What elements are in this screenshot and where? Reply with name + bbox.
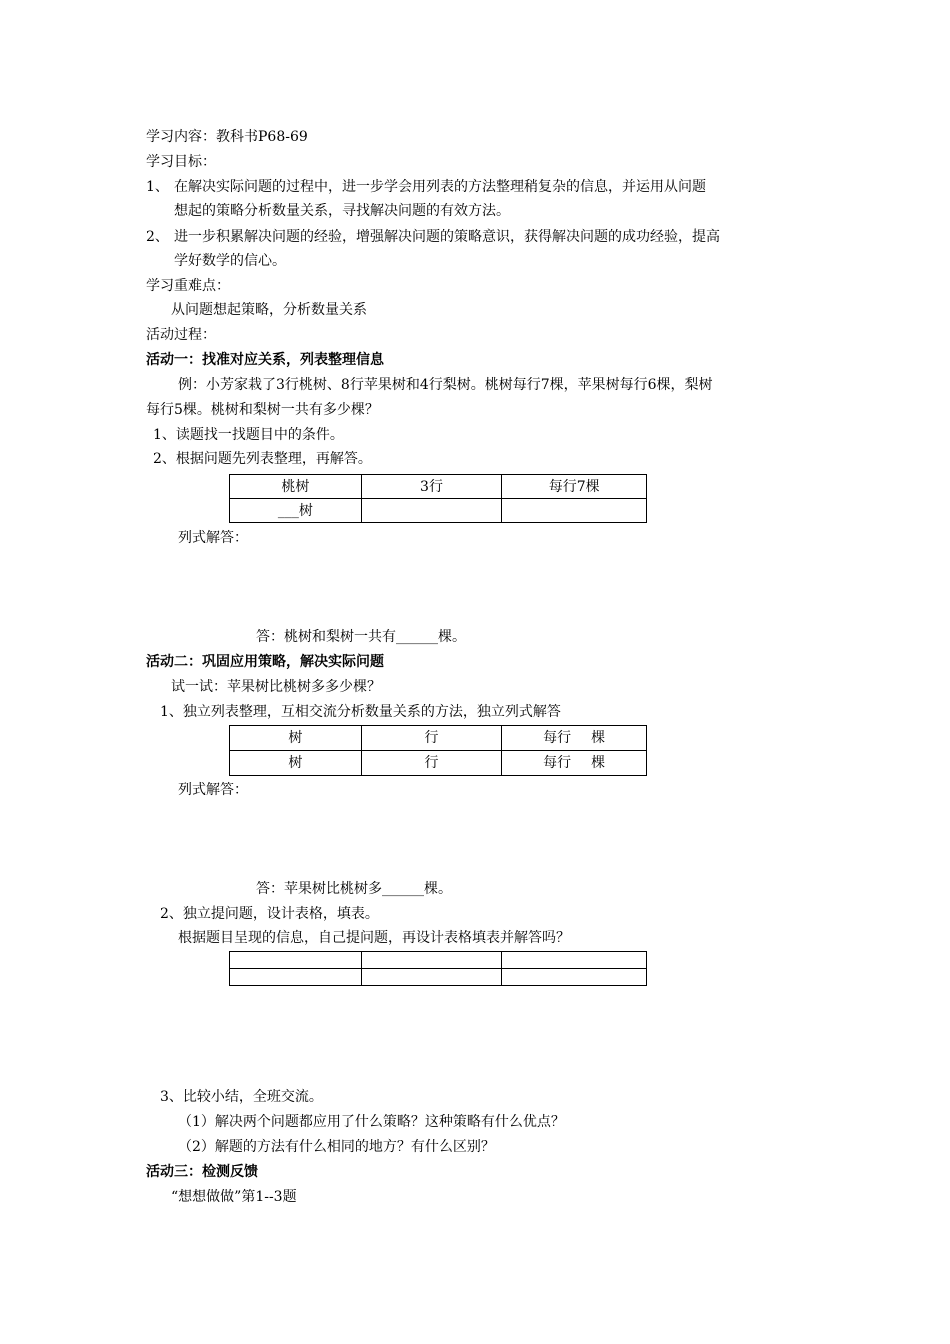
table-cell (230, 969, 362, 986)
activity1-answer: 答：桃树和梨树一共有______棵。 (256, 629, 466, 645)
activity2-formula-label: 列式解答： (178, 782, 248, 798)
activity2-step2-desc: 根据题目呈现的信息，自己提问题，再设计表格填表并解答吗？ (178, 930, 570, 946)
blank-design-table (229, 951, 647, 986)
activity1-table (229, 474, 647, 523)
activity1-step2: 2、根据问题先列表整理，再解答。 (153, 451, 372, 467)
activity1-example-line2: 每行5棵。桃树和梨树一共有多少棵？ (146, 402, 379, 418)
table-cell: 桃树 (230, 475, 362, 499)
table-cell (230, 952, 362, 969)
key-points-heading: 学习重难点： (146, 278, 230, 294)
objective-2-line2: 学好数学的信心。 (174, 253, 286, 269)
activity2-title: 活动二：巩固应用策略，解决实际问题 (146, 654, 384, 670)
table-cell: 树 (230, 751, 362, 776)
activity3-title: 活动三：检测反馈 (146, 1164, 258, 1180)
activity2-step1: 1、独立列表整理，互相交流分析数量关系的方法，独立列式解答 (160, 704, 561, 720)
table-cell (361, 969, 502, 986)
activity2-answer: 答：苹果树比桃树多______棵。 (256, 881, 452, 897)
table-cell (502, 499, 647, 523)
activity1-step1: 1、读题找一找题目中的条件。 (153, 427, 344, 443)
objective-2-number: 2、 (146, 229, 169, 245)
activity1-formula-label: 列式解答： (178, 530, 248, 546)
table-cell-text: 每行 (543, 755, 572, 771)
table-cell: 3行 (361, 475, 502, 499)
activity1-title: 活动一：找准对应关系，列表整理信息 (146, 352, 384, 368)
activity2-question2: （2）解题的方法有什么相同的地方？有什么区别？ (178, 1139, 495, 1155)
table-cell (502, 952, 647, 969)
table-cell (361, 499, 502, 523)
activity2-step2: 2、独立提问题，设计表格，填表。 (160, 906, 379, 922)
table-cell (502, 726, 647, 751)
table-cell-text: 棵 (591, 730, 606, 746)
objective-1-number: 1、 (146, 179, 169, 195)
table-row (230, 952, 647, 969)
table-cell: 行 (361, 751, 502, 776)
table-row (230, 726, 647, 751)
table-cell: 每行7棵 (502, 475, 647, 499)
activity2-question1: （1）解决两个问题都应用了什么策略？这种策略有什么优点？ (178, 1114, 565, 1130)
table-cell (361, 952, 502, 969)
table-cell (502, 969, 647, 986)
table-row (230, 499, 647, 523)
table-row (230, 751, 647, 776)
activity3-text: “想想做做”第1--3题 (171, 1189, 297, 1205)
activity1-example-line1: 例：小芳家栽了3行桃树、8行苹果树和4行梨树。桃树每行7棵，苹果树每行6棵，梨树 (178, 377, 713, 393)
key-points-text: 从问题想起策略，分析数量关系 (171, 302, 367, 318)
table-cell (502, 751, 647, 776)
activity2-try: 试一试：苹果树比桃树多多少棵？ (171, 679, 381, 695)
table-row (230, 969, 647, 986)
activity2-step3: 3、比较小结，全班交流。 (160, 1089, 323, 1105)
objective-2-line1: 进一步积累解决问题的经验，增强解决问题的策略意识，获得解决问题的成功经验，提高 (174, 229, 720, 245)
objective-1-line1: 在解决实际问题的过程中，进一步学会用列表的方法整理稍复杂的信息，并运用从问题 (174, 179, 706, 195)
objective-1-line2: 想起的策略分析数量关系，寻找解决问题的有效方法。 (174, 203, 510, 219)
table-cell: ___树 (230, 499, 362, 523)
learning-content: 学习内容：教科书P68-69 (146, 129, 308, 145)
table-cell: 树 (230, 726, 362, 751)
table-row (230, 475, 647, 499)
activity2-table (229, 725, 647, 776)
objectives-heading: 学习目标： (146, 154, 216, 170)
table-cell: 行 (361, 726, 502, 751)
table-cell-text: 每行 (543, 730, 572, 746)
table-cell-text: 棵 (591, 755, 606, 771)
process-heading: 活动过程： (146, 327, 216, 343)
